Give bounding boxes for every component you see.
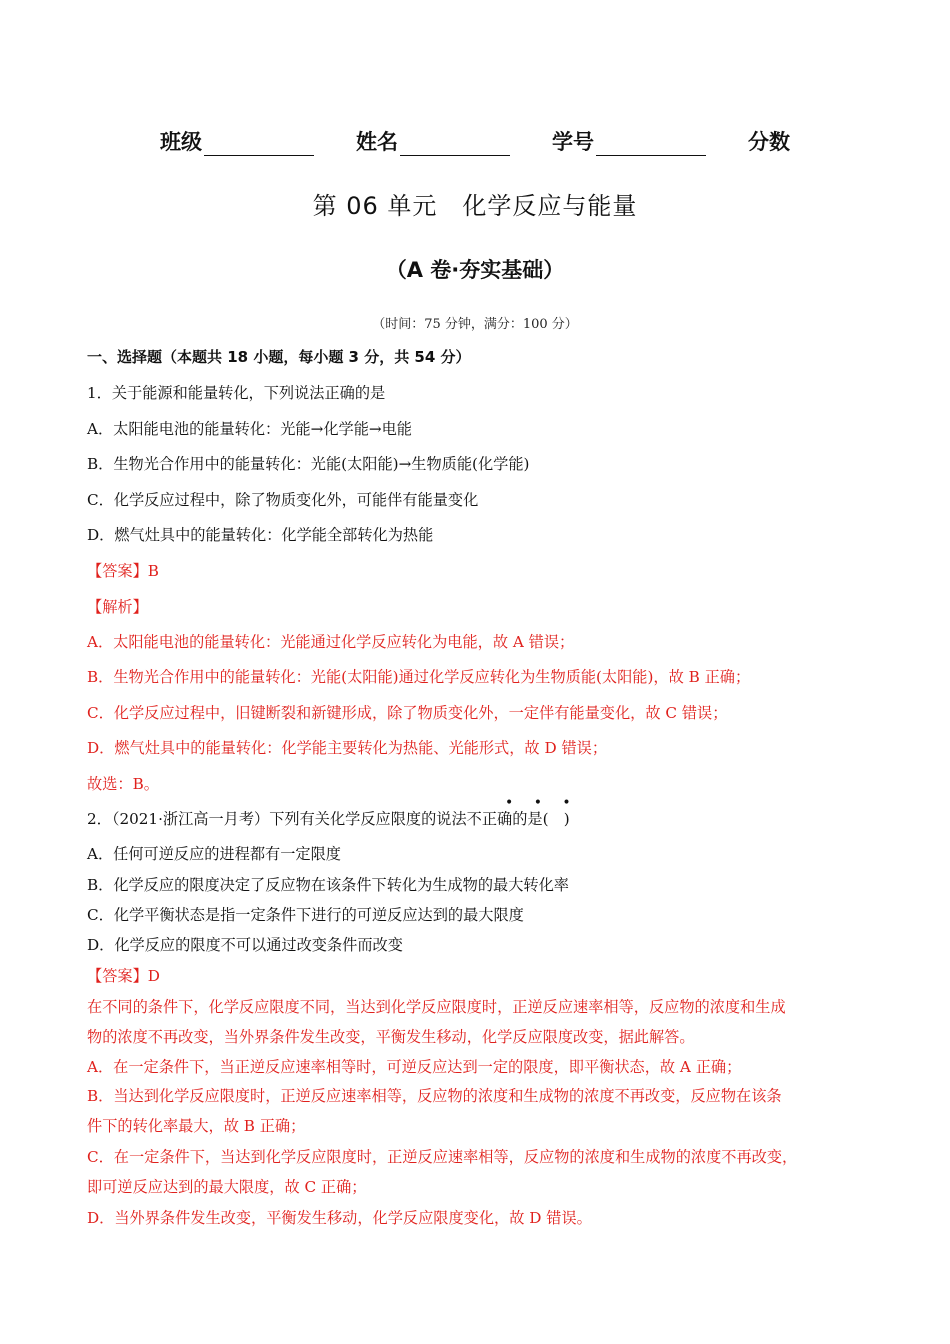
q2-option-a: A．任何可逆反应的进程都有一定限度 [87, 845, 341, 863]
q2-analysis-2: 物的浓度不再改变，当外界条件发生改变，平衡发生移动，化学反应限度改变，据此解答。 [87, 1028, 695, 1046]
q1-option-c: C．化学反应过程中，除了物质变化外，可能伴有能量变化 [87, 491, 479, 509]
name-blank[interactable] [400, 135, 510, 156]
id-label: 学号 [552, 130, 594, 154]
score-label: 分数 [748, 130, 790, 154]
q2-answer: 【答案】D [87, 967, 160, 985]
q1-option-b: B．生物光合作用中的能量转化：光能(太阳能)→生物质能(化学能) [87, 455, 530, 473]
q1-option-d: D．燃气灶具中的能量转化：化学能全部转化为热能 [87, 526, 434, 544]
id-field [552, 126, 706, 156]
id-blank[interactable] [596, 135, 706, 156]
q2-option-c: C．化学平衡状态是指一定条件下进行的可逆反应达到的最大限度 [87, 906, 524, 924]
page-subtitle: （A 卷·夯实基础） [385, 258, 565, 282]
q2-option-b: B．化学反应的限度决定了反应物在该条件下转化为生成物的最大转化率 [87, 876, 569, 894]
q2-analysis-d: D．当外界条件发生改变，平衡发生移动，化学反应限度变化，故 D 错误。 [87, 1209, 592, 1227]
time-info: （时间：75 分钟，满分：100 分） [372, 317, 578, 332]
q1-analysis-b: B．生物光合作用中的能量转化：光能(太阳能)通过化学反应转化为生物质能(太阳能)，故 B 正确； [87, 668, 751, 686]
emphasis-dots: • • • [505, 795, 579, 811]
q1-analysis-label: 【解析】 [87, 598, 148, 616]
q2-analysis-b2: 件下的转化率最大，故 B 正确； [87, 1117, 306, 1135]
section-heading: 一、选择题（本题共 18 小题，每小题 3 分，共 54 分） [87, 348, 471, 366]
q2-option-d: D．化学反应的限度不可以通过改变条件而改变 [87, 936, 403, 954]
q1-answer: 【答案】B [87, 562, 159, 580]
q1-analysis-c: C．化学反应过程中，旧键断裂和新键形成，除了物质变化外，一定伴有能量变化，故 C 错误； [87, 704, 728, 722]
q2-stem: 2．（2021·浙江高一月考）下列有关化学反应限度的说法不正确的是( ) [87, 810, 570, 828]
q1-analysis-d: D．燃气灶具中的能量转化：化学能主要转化为热能、光能形式，故 D 错误； [87, 739, 608, 757]
q2-analysis-a: A．在一定条件下，当正逆反应速率相等时，可逆反应达到一定的限度，即平衡状态，故 A 正确； [87, 1058, 742, 1076]
q1-stem: 1．关于能源和能量转化，下列说法正确的是 [87, 384, 386, 402]
q1-analysis-a: A．太阳能电池的能量转化：光能通过化学反应转化为电能，故 A 错误； [87, 633, 575, 651]
q2-analysis-c2: 即可逆反应达到的最大限度，故 C 正确； [87, 1178, 367, 1196]
q2-analysis-b1: B．当达到化学反应限度时，正逆反应速率相等，反应物的浓度和生成物的浓度不再改变，反应物在该条 [87, 1087, 782, 1105]
q1-option-a: A．太阳能电池的能量转化：光能→化学能→电能 [87, 420, 412, 438]
name-label: 姓名 [356, 130, 398, 154]
q2-analysis-c1: C．在一定条件下，当达到化学反应限度时，正逆反应速率相等，反应物的浓度和生成物的浓度不再改变， [87, 1148, 798, 1166]
class-field [160, 126, 314, 156]
class-label: 班级 [160, 130, 202, 154]
q1-conclusion: 故选：B。 [87, 775, 159, 793]
q2-analysis-1: 在不同的条件下，化学反应限度不同，当达到化学反应限度时，正逆反应速率相等，反应物的浓度和生成 [87, 998, 786, 1016]
student-info-header [0, 126, 950, 156]
score-field [748, 126, 790, 156]
name-field [356, 126, 510, 156]
class-blank[interactable] [204, 135, 314, 156]
page-title: 第 06 单元 化学反应与能量 [312, 192, 638, 220]
